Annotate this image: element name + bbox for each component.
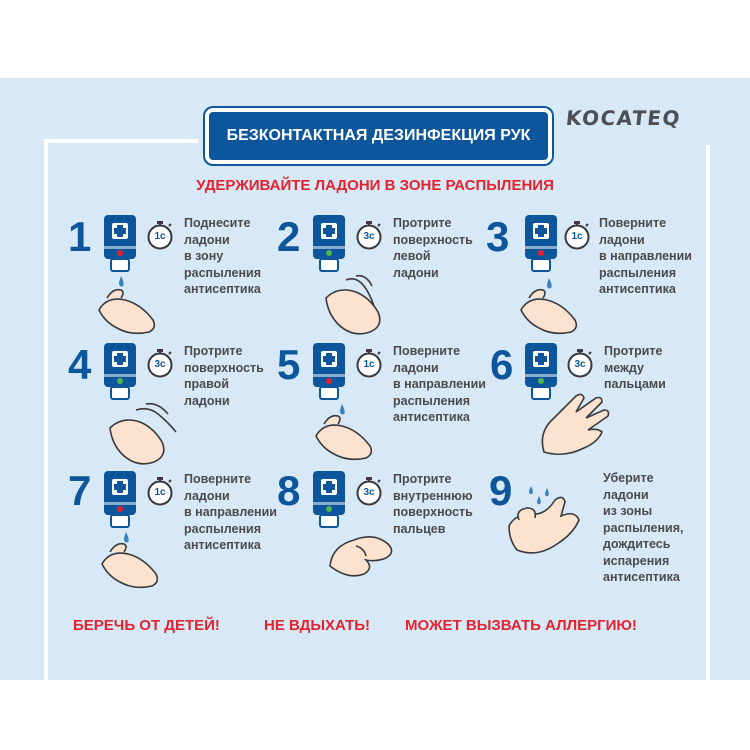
step-number: 2: [277, 213, 301, 260]
step-text: Уберите ладони из зоны распыления, дождитесь испарения антисептика: [603, 471, 684, 584]
hand-illustration: [310, 398, 380, 468]
hand-illustration: [326, 526, 396, 586]
hand-illustration: [322, 270, 394, 342]
step-number: 8: [277, 467, 301, 514]
step-text: Поверните ладони в направлении распыления антисептика: [184, 472, 277, 552]
hand-illustration: [538, 390, 614, 470]
frame-gap-logo: [560, 139, 710, 145]
step-number: 3: [486, 213, 510, 260]
hand-illustration: [93, 272, 163, 342]
dispenser-icon: [312, 342, 346, 404]
hand-illustration: [106, 398, 182, 470]
timer-label: 1с: [154, 487, 166, 498]
dispenser-icon: [103, 470, 137, 532]
timer-label: 3с: [574, 359, 586, 370]
warning-inhale: НЕ ВДЫХАТЬ!: [264, 617, 371, 634]
timer-label: 1с: [154, 231, 166, 242]
warning-children: БЕРЕЧЬ ОТ ДЕТЕЙ!: [73, 617, 220, 634]
step-text: Поверните ладони в направлении распыления антисептика: [599, 216, 692, 296]
warning-allergy: МОЖЕТ ВЫЗВАТЬ АЛЛЕРГИЮ!: [405, 617, 637, 634]
step-number: 7: [68, 467, 92, 514]
step-number: 4: [68, 341, 92, 388]
timer-label: 1с: [571, 231, 583, 242]
dispenser-icon: [312, 470, 346, 532]
timer-label: 1с: [363, 359, 375, 370]
step-number: 6: [490, 341, 514, 388]
dispenser-icon: [103, 214, 137, 276]
dispenser-icon: [524, 214, 558, 276]
step-number: 9: [489, 467, 513, 514]
step-number: 1: [68, 213, 92, 260]
hand-illustration: [515, 272, 585, 342]
timer-label: 3с: [154, 359, 166, 370]
step-text: Протрите внутреннюю поверхность пальцев: [393, 472, 473, 536]
instruction-subtitle: УДЕРЖИВАЙТЕ ЛАДОНИ В ЗОНЕ РАСПЫЛЕНИЯ: [196, 177, 554, 194]
timer-label: 3с: [363, 231, 375, 242]
dispenser-icon: [103, 342, 137, 404]
step-number: 5: [277, 341, 301, 388]
page-title: БЕЗКОНТАКТНАЯ ДЕЗИНФЕКЦИЯ РУК: [205, 108, 552, 164]
hand-illustration: [505, 484, 585, 574]
step-text: Протрите поверхность правой ладони: [184, 344, 264, 408]
step-text: Протрите между пальцами: [604, 344, 666, 391]
step-text: Поднесите ладони в зону распыления антисептика: [184, 216, 262, 296]
step-text: Протрите поверхность левой ладони: [393, 216, 473, 280]
dispenser-icon: [312, 214, 346, 276]
timer-label: 3с: [363, 487, 375, 498]
step-text: Поверните ладони в направлении распыления антисептика: [393, 344, 486, 424]
brand-logo: KOCATEQ: [564, 106, 683, 130]
hand-illustration: [96, 528, 164, 594]
